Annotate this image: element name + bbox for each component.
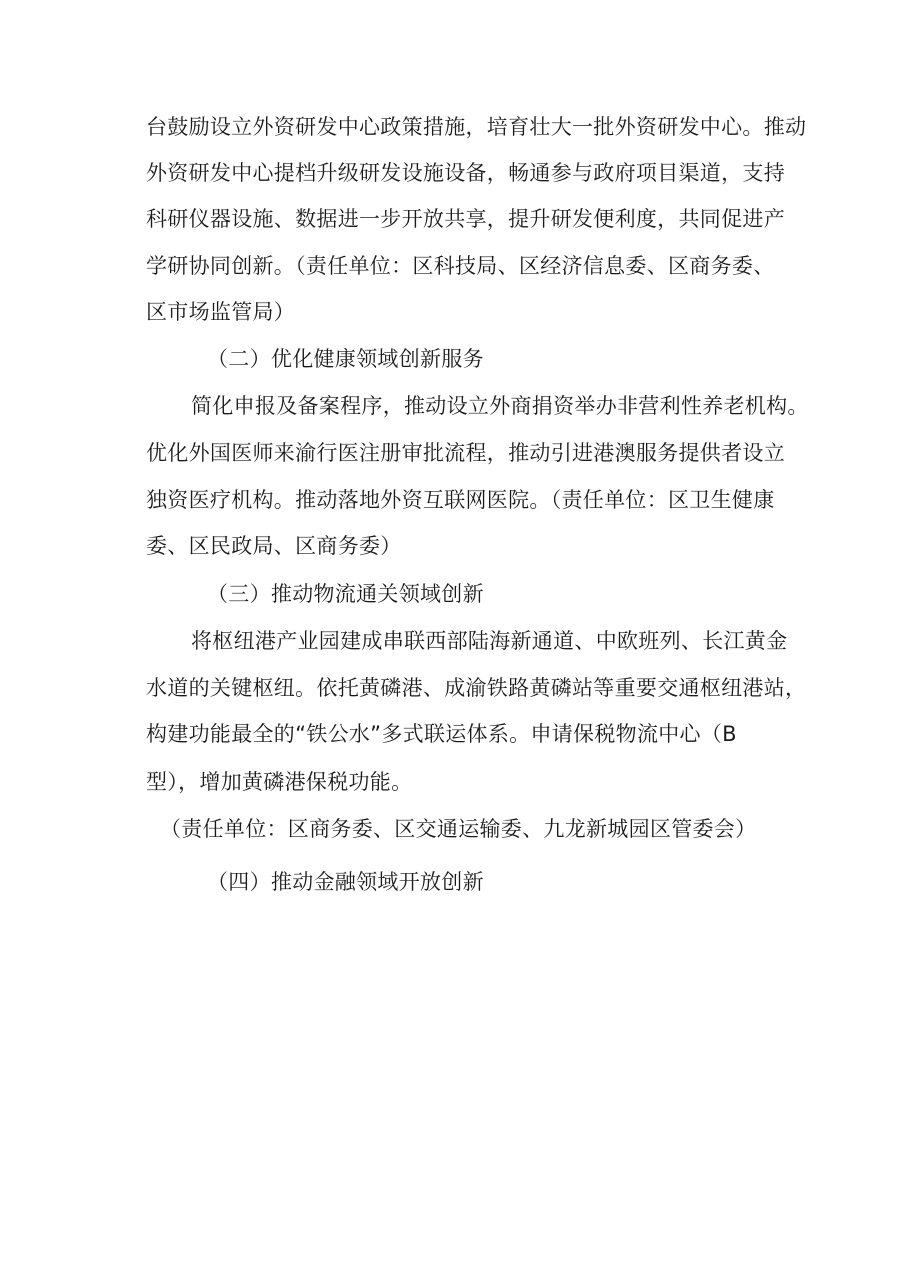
paragraph-line: 科研仪器设施、数据进一步开放共享，提升研发便利度，共同促进产 [146, 207, 785, 231]
paragraph-line: 构建功能最全的“铁公水”多式联运体系。申请保税物流中心（B [146, 722, 737, 746]
paragraph-line: 型），增加黄磷港保税功能。 [146, 770, 413, 794]
paragraph-line: 台鼓励设立外资研发中心政策措施，培育壮大一批外资研发中心。推动 [146, 115, 807, 139]
section-heading: （二）优化健康领域创新服务 [207, 347, 484, 371]
paragraph-line: 将枢纽港产业园建成串联西部陆海新通道、中欧班列、长江黄金 [191, 629, 788, 653]
paragraph-line: 简化申报及备案程序，推动设立外商捐资举办非营利性养老机构。 [191, 394, 809, 418]
paragraph-line: 学研协同创新。（责任单位：区科技局、区经济信息委、区商务委、 [146, 254, 775, 278]
paragraph-line: 区市场监管局） [146, 300, 296, 324]
paragraph-line: 外资研发中心提档升级研发设施设备，畅通参与政府项目渠道，支持 [146, 161, 785, 185]
paragraph-line: 优化外国医师来渝行医注册审批流程，推动引进港澳服务提供者设立 [146, 441, 785, 465]
responsibility-note: （责任单位：区商务委、区交通运输委、九龙新城园区管委会） [160, 817, 757, 841]
paragraph-line: 水道的关键枢纽。依托黄磷港、成渝铁路黄磷站等重要交通枢纽港站， [146, 676, 807, 700]
section-heading: （三）推动物流通关领域创新 [207, 582, 484, 606]
paragraph-line: 独资医疗机构。推动落地外资互联网医院。（责任单位：区卫生健康 [146, 488, 775, 512]
paragraph-line: 委、区民政局、区商务委） [146, 534, 402, 558]
section-heading: （四）推动金融领域开放创新 [207, 870, 484, 894]
